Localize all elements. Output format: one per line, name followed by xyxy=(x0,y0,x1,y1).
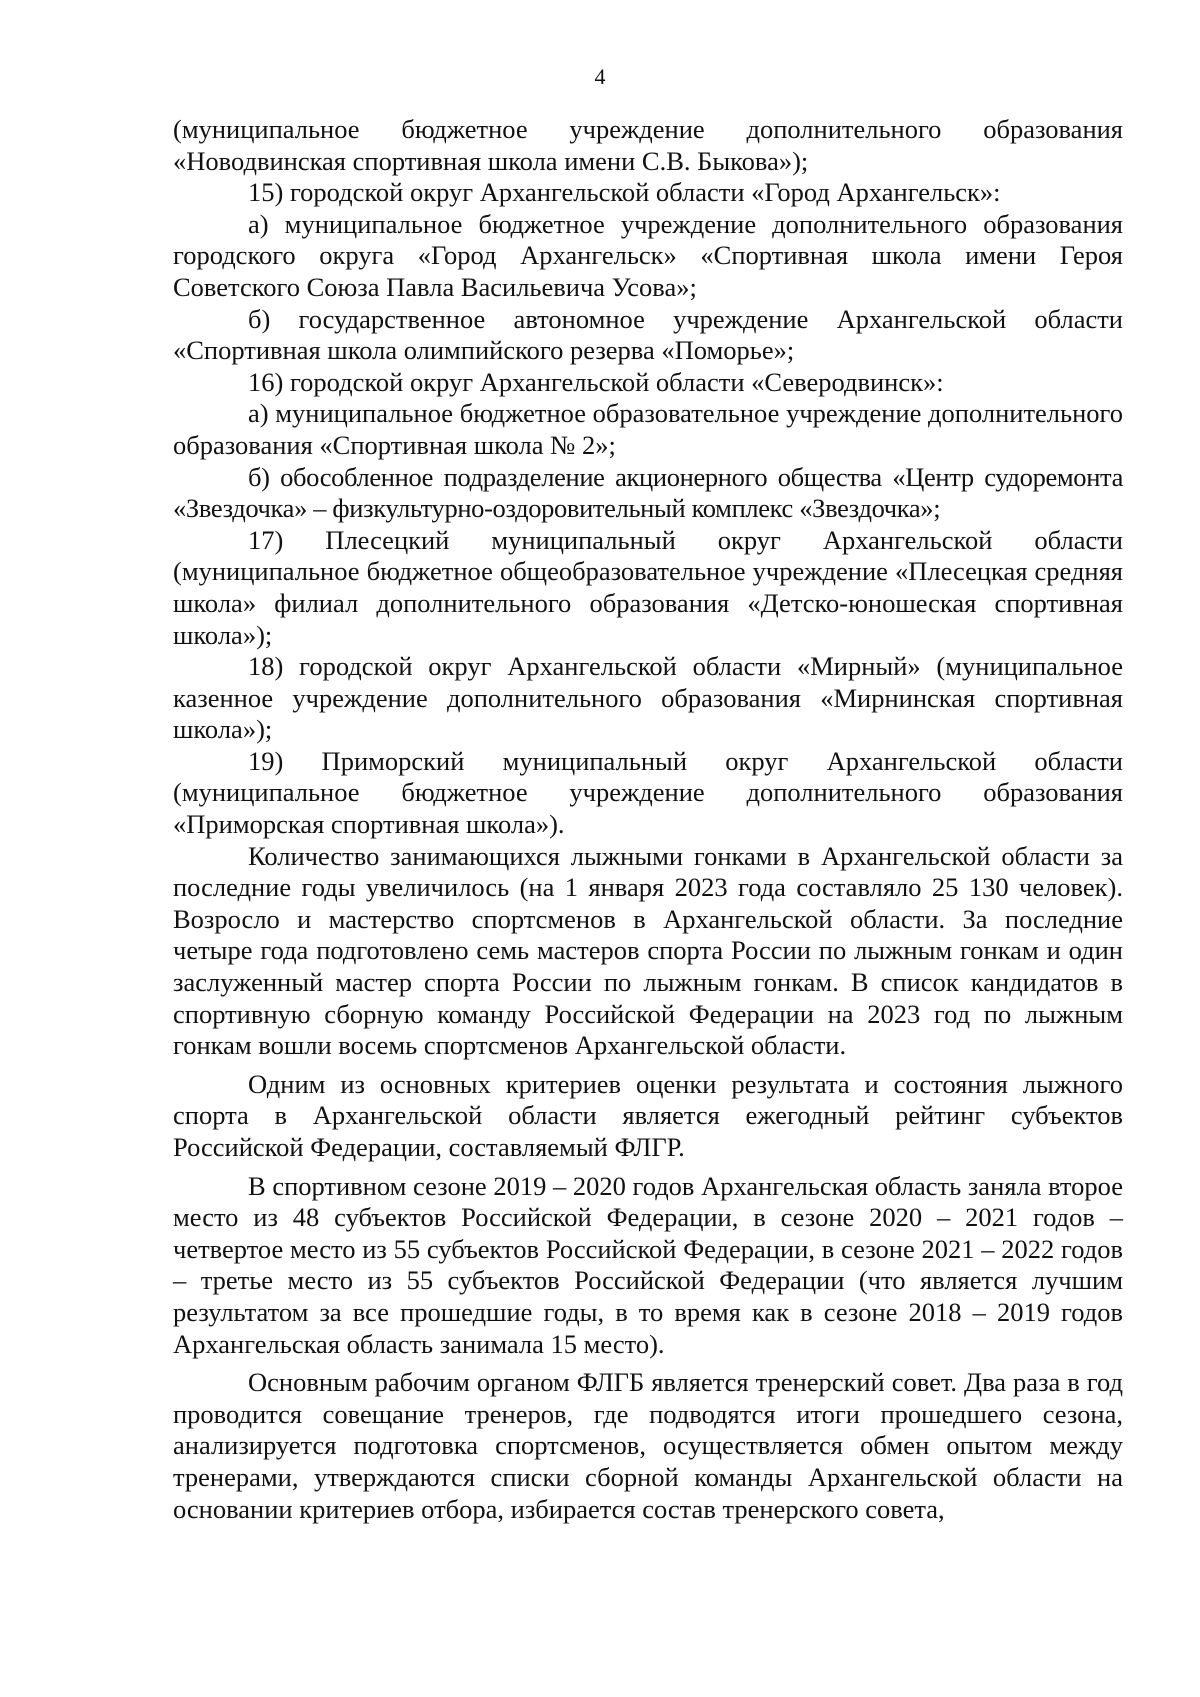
paragraph: 17) Плесецкий муниципальный округ Архангельской области (муниципальное бюджетное общеобразовательное учреждение «Плесецкая средняя школа» филиал дополнительного образования «Детско-юношеская спортивная школа»); xyxy=(173,524,1123,650)
paragraph: 15) городской округ Архангельской области «Город Архангельск»: xyxy=(248,177,1001,208)
paragraph: б) государственное автономное учреждение Архангельской области «Спортивная школа олимпийского резерва «Поморье»; xyxy=(173,303,1123,366)
paragraph: (муниципальное бюджетное учреждение дополнительного образования «Новодвинская спортивная школа имени С.В. Быкова»); xyxy=(173,114,1123,176)
paragraph: а) муниципальное бюджетное учреждение дополнительного образования городского округа «Город Архангельск» «Спортивная школа имени Героя Советского Союза Павла Васильевича Усова»; xyxy=(173,208,1123,302)
paragraph: Одним из основных критериев оценки результата и состояния лыжного спорта в Архангельской области является ежегодный рейтинг субъектов Российской Федерации, составляемый ФЛГР. xyxy=(173,1068,1123,1162)
paragraph: 19) Приморский муниципальный округ Архангельской области (муниципальное бюджетное учреждение дополнительного образования «Приморская спортивная школа»). xyxy=(173,745,1123,840)
paragraph: 16) городской округ Архангельской области «Северодвинск»: xyxy=(248,366,944,397)
document-body xyxy=(173,114,1123,1525)
paragraph: Основным рабочим органом ФЛГБ является тренерский совет. Два раза в год проводится совещание тренеров, где подводятся итоги прошедшего сезона, анализируется подготовка спортсменов, осуществляется обмен опытом между тренерами, утверждаются списки сборной команды Архангельской области на основании критериев отбора, избирается состав тренерского совета, xyxy=(173,1367,1123,1524)
paragraph: а) муниципальное бюджетное образовательное учреждение дополнительного образования «Спортивная школа № 2»; xyxy=(173,398,1123,460)
page-number: 4 xyxy=(594,64,606,89)
paragraph: б) обособленное подразделение акционерного общества «Центр судоремонта «Звездочка» – физкультурно-оздоровительный комплекс «Звездочка»; xyxy=(173,461,1123,524)
paragraph: 18) городской округ Архангельской области «Мирный» (муниципальное казенное учреждение дополнительного образования «Мирнинская спортивная школа»); xyxy=(173,651,1123,745)
paragraph: В спортивном сезоне 2019 – 2020 годов Архангельская область заняла второе место из 48 субъектов Российской Федерации, в сезоне 2020 – 2021 годов – четвертое место из 55 субъектов Российской Федерации, в сезоне 2021 – 2022 годов – третье место из 55 субъектов Российской Федерации (что является лучшим результатом за все прошедшие годы, в то время как в сезоне 2018 – 2019 годов Архангельская область занимала 15 место). xyxy=(173,1170,1123,1359)
paragraph: Количество занимающихся лыжными гонками в Архангельской области за последние годы увеличилось (на 1 января 2023 года составляло 25 130 человек). Возросло и мастерство спортсменов в Архангельской области. За последние четыре года подготовлено семь мастеров спорта России по лыжным гонкам и один заслуженный мастер спорта России по лыжным гонкам. В список кандидатов в спортивную сборную команду Российской Федерации на 2023 год по лыжным гонкам вошли восемь спортсменов Архангельской области. xyxy=(173,840,1123,1061)
